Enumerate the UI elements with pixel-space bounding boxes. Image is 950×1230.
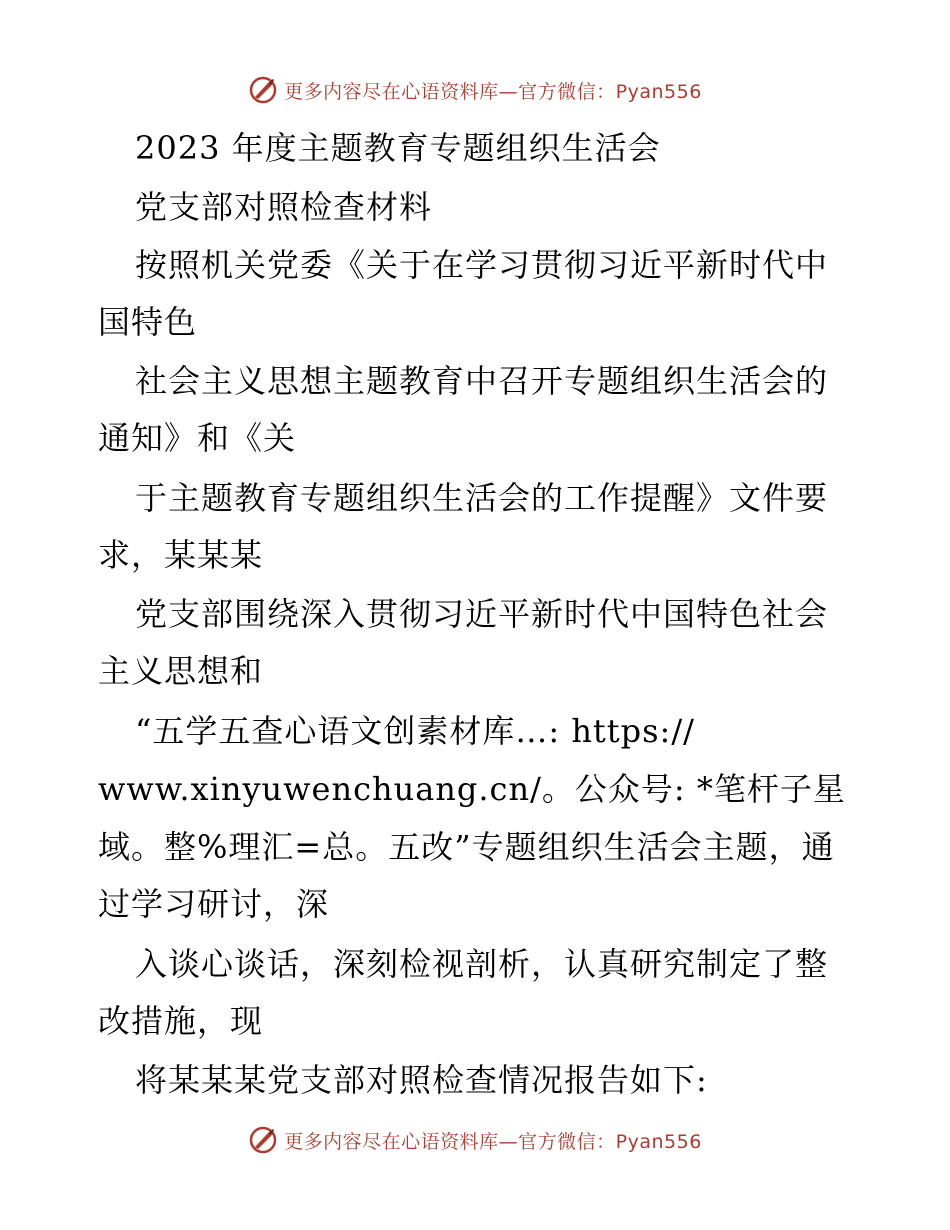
doc-text-line: “五学五查心语文创素材库…: https:// xyxy=(135,712,695,750)
doc-title-line: 2023 年度主题教育专题组织生活会 xyxy=(135,129,661,167)
doc-text-line: 过学习研讨，深 xyxy=(98,885,330,923)
doc-text-line: 国特色 xyxy=(98,303,198,341)
doc-text-line: 主义思想和 xyxy=(98,652,264,690)
header-banner-text: 更多内容尽在心语资料库—官方微信：Pyan556 xyxy=(284,80,702,103)
doc-text-line: 按照机关党委《关于在学习贯彻习近平新时代中 xyxy=(135,246,829,284)
doc-text-line: 党支部围绕深入贯彻习近平新时代中国特色社会 xyxy=(135,595,829,633)
doc-text-line: 求，某某某 xyxy=(98,536,264,574)
doc-text-line: 入谈心谈话，深刻检视剖析，认真研究制定了整 xyxy=(135,945,829,983)
doc-text-line: 社会主义思想主题教育中召开专题组织生活会的 xyxy=(135,362,829,400)
quill-logo-icon xyxy=(248,1125,278,1155)
footer-banner-text: 更多内容尽在心语资料库—官方微信：Pyan556 xyxy=(284,1130,702,1153)
doc-text-line: 域。整%理汇=总。五改”专题组织生活会主题，通 xyxy=(98,828,835,866)
footer-watermark-banner xyxy=(0,1120,950,1160)
doc-subtitle-line: 党支部对照检查材料 xyxy=(135,188,433,226)
doc-text-line: 改措施，现 xyxy=(98,1002,264,1040)
doc-text-line: 将某某某党支部对照检查情况报告如下: xyxy=(135,1061,708,1099)
doc-text-line: www.xinyuwenchuang.cn/。公众号: *笔杆子星 xyxy=(98,770,846,808)
header-watermark-banner xyxy=(0,70,950,110)
doc-text-line: 于主题教育专题组织生活会的工作提醒》文件要 xyxy=(135,479,829,517)
quill-logo-icon xyxy=(248,75,278,105)
doc-text-line: 通知》和《关 xyxy=(98,419,297,457)
